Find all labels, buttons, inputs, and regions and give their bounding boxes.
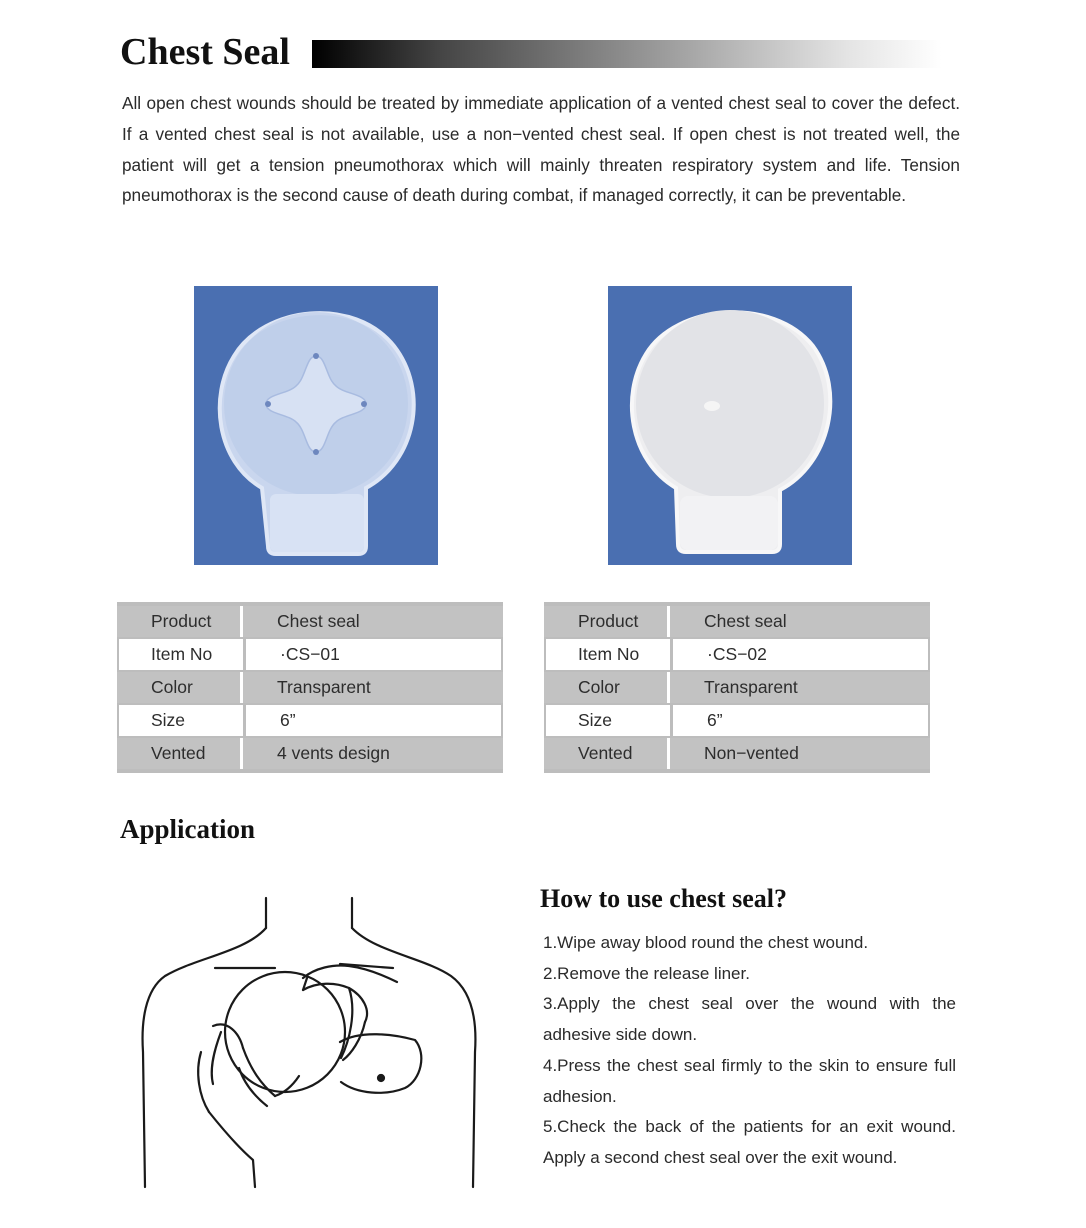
spec-value: ·CS−01 <box>246 639 501 670</box>
spec-label: Product <box>546 606 670 637</box>
how-to-heading: How to use chest seal? <box>540 884 787 913</box>
instruction-step: 3.Apply the chest seal over the wound with the adhesive side down. <box>543 994 956 1045</box>
spec-row-vented <box>544 738 930 769</box>
spec-row-size <box>544 705 930 736</box>
instruction-step: 1.Wipe away blood round the chest wound. <box>543 933 869 952</box>
non-vented-chest-seal-photo <box>608 286 852 565</box>
spec-row-item-no <box>544 639 930 670</box>
spec-value: 6” <box>246 705 501 736</box>
spec-label: Item No <box>119 639 243 670</box>
spec-label: Vented <box>119 738 243 769</box>
page-title: Chest Seal <box>120 31 290 73</box>
title-gradient-bar <box>312 40 942 68</box>
spec-row-product <box>117 606 503 637</box>
spec-label: Size <box>119 705 243 736</box>
intro-paragraph: All open chest wounds should be treated by immediate application of a vented chest seal to cover the defect. If a vented chest seal is not available, use a non−vented chest seal. If open chest is not treated well, the patient will get a tension pneumothorax which will mainly threaten respiratory system and life. Tension pneumothorax is the second cause of death during combat, if managed correctly, it can be preventable. <box>122 93 960 206</box>
spec-value: 4 vents design <box>243 738 501 769</box>
spec-row-color <box>544 672 930 703</box>
chest-seal-application-illustration <box>135 892 485 1197</box>
spec-label: Item No <box>546 639 670 670</box>
spec-value: Chest seal <box>670 606 928 637</box>
vented-chest-seal-photo <box>194 286 438 565</box>
spec-row-color <box>117 672 503 703</box>
spec-row-size <box>117 705 503 736</box>
spec-label: Product <box>119 606 243 637</box>
instruction-step: 4.Press the chest seal firmly to the skin to ensure full adhesion. <box>543 1055 956 1106</box>
spec-table-cs-01 <box>117 602 503 773</box>
spec-value: Transparent <box>670 672 928 703</box>
spec-label: Color <box>546 672 670 703</box>
instruction-step: 5.Check the back of the patients for an exit wound. Apply a second chest seal over the exit wound. <box>543 1117 956 1167</box>
instruction-step: 2.Remove the release liner. <box>543 963 750 983</box>
spec-label: Vented <box>546 738 670 769</box>
spec-value: 6” <box>673 705 928 736</box>
spec-row-item-no <box>117 639 503 670</box>
spec-row-product <box>544 606 930 637</box>
spec-row-vented <box>117 738 503 769</box>
spec-value: Transparent <box>243 672 501 703</box>
application-heading: Application <box>120 814 256 844</box>
spec-value: ·CS−02 <box>673 639 928 670</box>
spec-label: Size <box>546 705 670 736</box>
spec-table-cs-02 <box>544 602 930 773</box>
spec-value: Non−vented <box>670 738 928 769</box>
spec-value: Chest seal <box>243 606 501 637</box>
spec-label: Color <box>119 672 243 703</box>
instruction-list <box>543 928 956 1174</box>
